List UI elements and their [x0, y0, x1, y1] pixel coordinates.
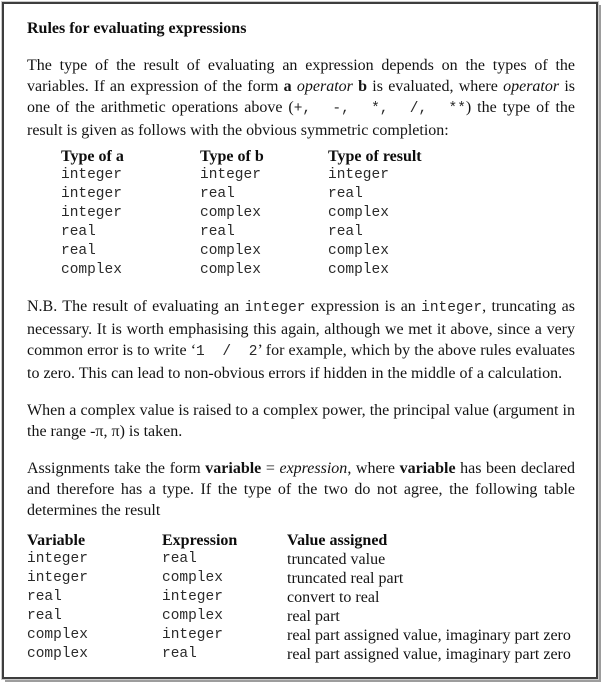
- table-cell: complex: [162, 608, 223, 624]
- column-header: Type of b: [200, 148, 264, 165]
- table-cell: integer: [200, 167, 261, 183]
- text-segment: , truncating as necessary. It is worth emphasising this again, although we met it above, since a very common error is to write ‘: [27, 298, 575, 359]
- text-segment: When a complex value is raised to a complex power, the principal value (argument in the range -π, π) is taken.: [27, 402, 575, 440]
- text-segment: expression is an: [305, 298, 422, 315]
- table-cell: real: [61, 243, 96, 259]
- table-cell: integer: [61, 167, 122, 183]
- table-cell: real: [328, 224, 363, 240]
- table-cell: complex: [328, 243, 389, 259]
- text-segment: , where: [347, 460, 400, 477]
- table-cell: complex: [27, 627, 88, 643]
- table-header-row: [27, 531, 575, 550]
- table-cell: integer: [162, 627, 223, 643]
- text-segment: expression: [279, 460, 348, 477]
- table-cell: complex: [328, 205, 389, 221]
- table-cell: complex: [162, 570, 223, 586]
- text-segment: is evaluated, where: [367, 78, 504, 95]
- table-cell: real part assigned value, imaginary part zero: [287, 627, 571, 644]
- text-segment: integer: [421, 300, 483, 316]
- column-header: Value assigned: [287, 532, 388, 549]
- page-title: Rules for evaluating expressions: [27, 20, 247, 37]
- table-cell: integer: [162, 589, 223, 605]
- table-row: [61, 223, 575, 242]
- table-row: [27, 607, 575, 626]
- text-segment: ’ for example, which by the above rules evaluates to zero. This can lead to non-obvious errors if hidden in the middle of a calculation.: [27, 342, 575, 382]
- table-cell: real: [328, 186, 363, 202]
- table-cell: complex: [328, 262, 389, 278]
- column-header: Expression: [162, 532, 238, 549]
- text-segment: variable: [205, 460, 262, 477]
- nb-paragraph: [27, 296, 575, 384]
- table-row: [61, 166, 575, 185]
- table-row: [61, 242, 575, 261]
- intro-paragraph: [27, 55, 575, 141]
- type-result-table: [61, 147, 575, 280]
- assignment-table: [27, 531, 575, 664]
- table-cell: real: [200, 224, 235, 240]
- text-segment: a: [283, 78, 292, 95]
- text-segment: variable: [399, 460, 456, 477]
- table-row: [61, 204, 575, 223]
- column-header: Variable: [27, 532, 86, 549]
- text-segment: N.B. The result of evaluating an: [27, 298, 245, 315]
- table-cell: integer: [27, 551, 88, 567]
- text-segment: +, -, *, /, **: [293, 101, 466, 117]
- table-cell: real part: [287, 608, 340, 625]
- table-cell: real: [27, 589, 62, 605]
- table-cell: complex: [61, 262, 122, 278]
- table-cell: convert to real: [287, 589, 380, 606]
- table-header-row: [61, 147, 575, 166]
- table-cell: truncated real part: [287, 570, 404, 587]
- column-header: Type of a: [61, 148, 124, 165]
- table-cell: complex: [200, 243, 261, 259]
- table-cell: real part assigned value, imaginary part zero: [287, 646, 571, 663]
- table-cell: complex: [200, 262, 261, 278]
- table-cell: truncated value: [287, 551, 386, 568]
- table-cell: real: [200, 186, 235, 202]
- table-cell: complex: [27, 646, 88, 662]
- text-segment: is one of the arithmetic operations above (: [27, 78, 576, 116]
- text-segment: 1 / 2: [196, 344, 258, 360]
- table-cell: real: [162, 646, 197, 662]
- complex-power-paragraph: [27, 400, 575, 442]
- text-segment: has been declared and therefore has a type. If the type of the two do not agree, the following table determines the result: [27, 460, 576, 519]
- table-cell: complex: [200, 205, 261, 221]
- table-cell: integer: [61, 186, 122, 202]
- table-row: [27, 569, 575, 588]
- document-page: [2, 2, 598, 679]
- table-cell: real: [27, 608, 62, 624]
- table-cell: real: [162, 551, 197, 567]
- assignments-paragraph: [27, 458, 575, 521]
- table-row: [27, 645, 575, 664]
- text-segment: =: [261, 460, 280, 477]
- table-cell: integer: [27, 570, 88, 586]
- column-header: Type of result: [328, 148, 422, 165]
- table-row: [61, 185, 575, 204]
- table-cell: integer: [61, 205, 122, 221]
- text-segment: operator: [296, 78, 353, 95]
- text-segment: b: [358, 78, 368, 95]
- table-row: [27, 550, 575, 569]
- text-segment: integer: [244, 300, 306, 316]
- text-segment: operator: [503, 78, 560, 95]
- table-cell: integer: [328, 167, 389, 183]
- table-row: [27, 626, 575, 645]
- text-segment: Assignments take the form: [27, 460, 206, 477]
- table-cell: real: [61, 224, 96, 240]
- text-segment: ) the type of the result is given as follows with the obvious symmetric completion:: [27, 99, 575, 139]
- text-segment: The type of the result of evaluating an expression depends on the types of the variables. If an expression of the form: [27, 57, 575, 95]
- table-row: [27, 588, 575, 607]
- table-row: [61, 261, 575, 280]
